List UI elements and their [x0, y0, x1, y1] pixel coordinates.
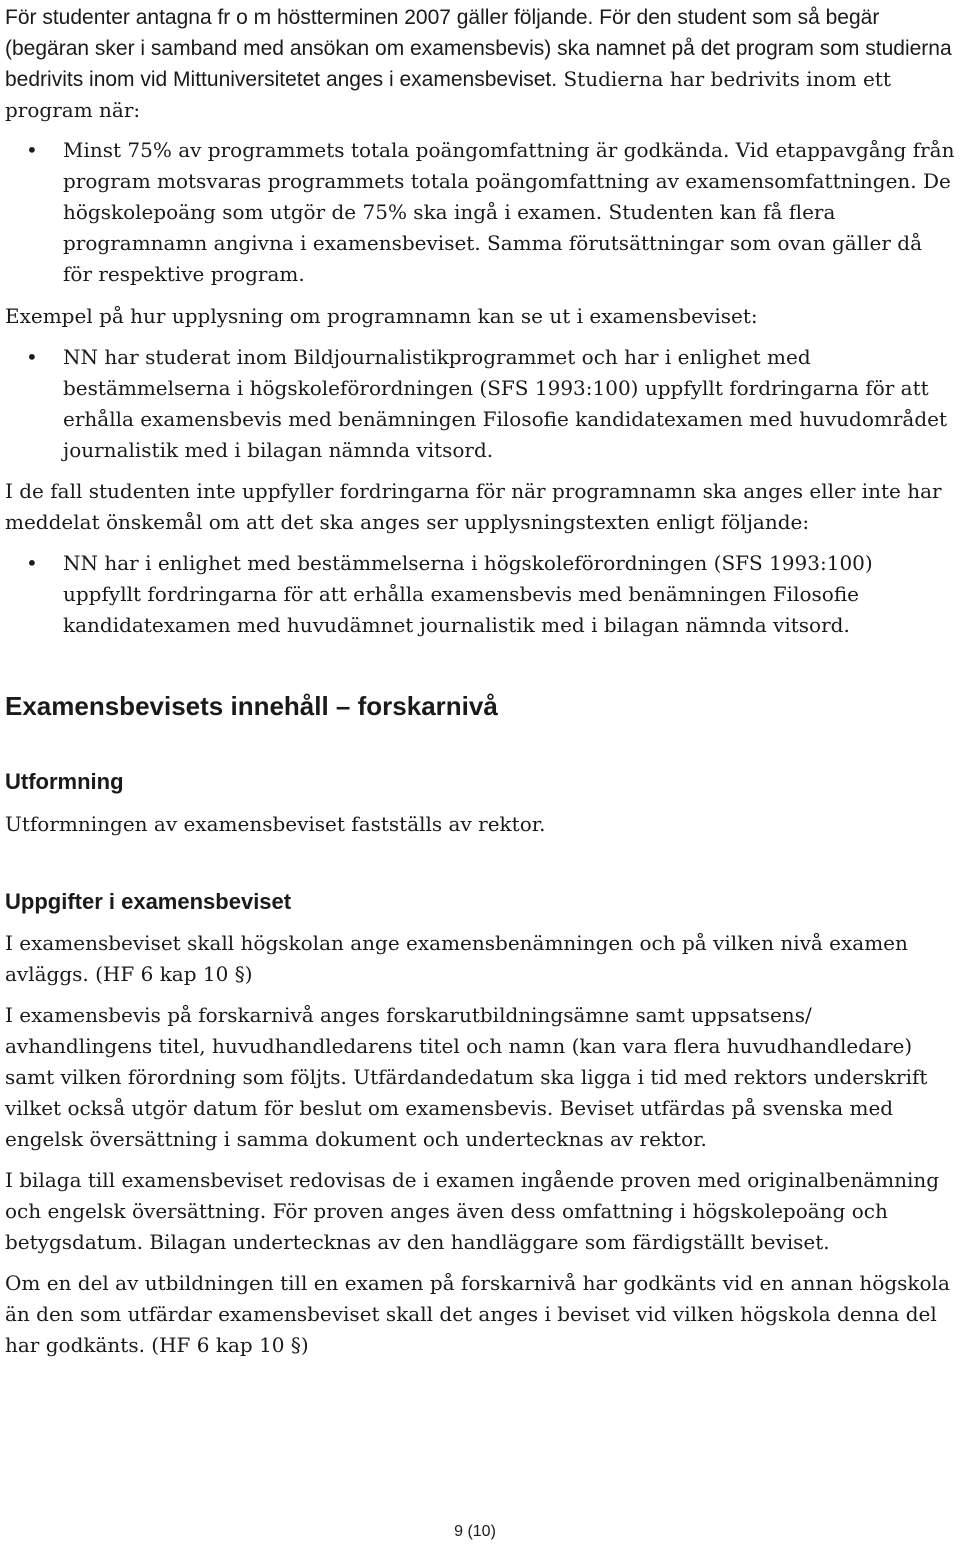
bullet-icon: •: [26, 551, 38, 575]
utformning-heading: Utformning: [5, 769, 124, 794]
list-item: [5, 548, 957, 641]
document-page: [5, 0, 957, 1361]
uppgifter-paragraph-3: I bilaga till examensbeviset redovisas de i examen ingående proven med originalbenämning och engelsk översättning. För proven anges även dess omfattning i högskolepoäng och betygsdatum. Bilagan undertecknas av den handläggare som färdigställt beviset.: [5, 1168, 940, 1254]
utformning-paragraph: Utformningen av examensbeviset fastställs av rektor.: [5, 812, 546, 836]
example-intro-paragraph: Exempel på hur upplysning om programnamn kan se ut i examensbeviset:: [5, 304, 758, 328]
bullet-icon: •: [26, 345, 38, 369]
intro-paragraph: [5, 2, 957, 126]
uppgifter-paragraph-1: I examensbeviset skall högskolan ange examensbenämningen och på vilken nivå examen avläggs. (HF 6 kap 10 §): [5, 931, 908, 986]
list-item: [5, 135, 957, 290]
uppgifter-paragraph-4: Om en del av utbildningen till en examen på forskarnivå har godkänts vid en annan högskola än den som utfärdar examensbeviset skall det anges i beviset vid vilken högskola denna del har godkänts. (HF 6 kap 10 §): [5, 1271, 950, 1357]
uppgifter-paragraph-2: I examensbevis på forskarnivå anges forskarutbildningsämne samt uppsatsens/ avhandlingens titel, huvudhandledarens titel och namn (kan vara flera huvudhandledare) samt vilken förordning som följts. Utfärdandedatum ska ligga i tid med rektors underskrift vilket också utgör datum för beslut om examensbevis. Beviset utfärdas på svenska med engelsk översättning i samma dokument och undertecknas av rektor.: [5, 1003, 928, 1151]
page-number: 9 (10): [454, 1523, 496, 1540]
intro-sans-text: För studenter antagna fr o m höstterminen 2007 gäller följande. För den student som så begär (begäran sker i samband med ansökan om examensbevis) ska namnet på det program som studierna bedrivits inom vid Mittuniversitetet anges i examensbeviset.: [5, 6, 952, 91]
list-item-text: NN har i enlighet med bestämmelserna i högskoleförordningen (SFS 1993:100) uppfyllt fordringarna för att erhålla examensbevis med benämningen Filosofie kandidatexamen med huvudämnet journalistik med i bilagan nämnda vitsord.: [63, 551, 873, 637]
bullet-icon: •: [26, 138, 38, 162]
not-fulfilled-list: [5, 548, 957, 641]
program-criteria-list: [5, 135, 957, 290]
example-list: [5, 342, 957, 466]
not-fulfilled-paragraph: I de fall studenten inte uppfyller fordringarna för när programnamn ska anges eller inte har meddelat önskemål om att det ska anges ser upplysningstexten enligt följande:: [5, 479, 942, 534]
list-item-text: NN har studerat inom Bildjournalistikprogrammet och har i enlighet med bestämmelserna i högskoleförordningen (SFS 1993:100) uppfyllt fordringarna för att erhålla examensbevis med benämningen Filosofie kandidatexamen med huvudområdet journalistik med i bilagan nämnda vitsord.: [63, 345, 948, 462]
uppgifter-heading: Uppgifter i examensbeviset: [5, 889, 292, 914]
intro-serif-text: Studierna har bedrivits inom ett program när:: [5, 67, 891, 122]
list-item: [5, 342, 957, 466]
list-item-text: Minst 75% av programmets totala poängomfattning är godkända. Vid etappavgång från program motsvaras programmets totala poängomfattning av examensomfattningen. De högskolepoäng som utgör de 75% ska ingå i examen. Studenten kan få flera programnamn angivna i examensbeviset. Samma förutsättningar som ovan gäller då för respektive program.: [63, 138, 955, 286]
section-title: Examensbevisets innehåll – forskarnivå: [5, 691, 498, 721]
